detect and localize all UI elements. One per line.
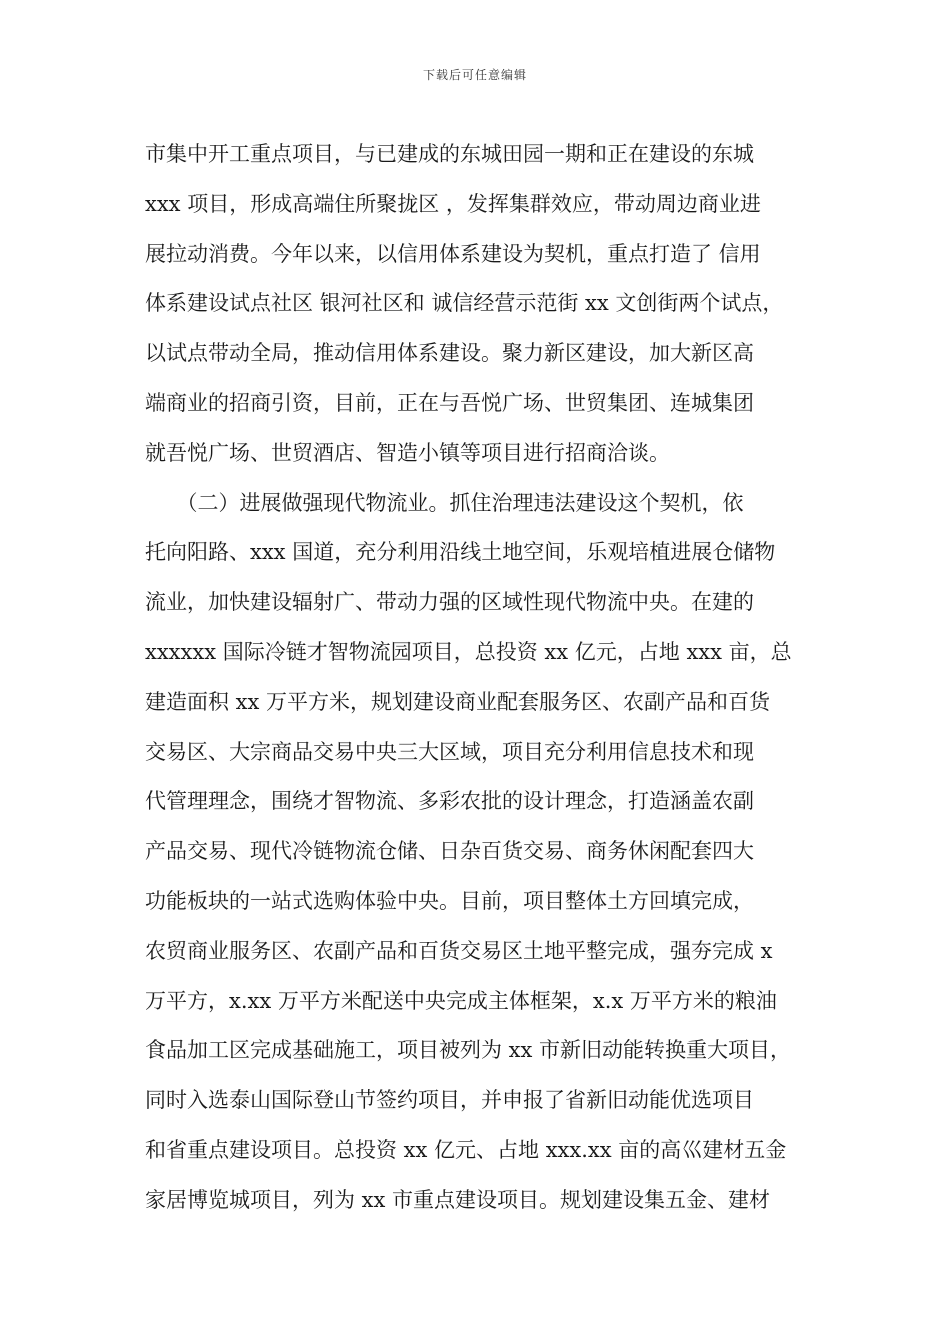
text-line: 万平方，x.xx 万平方米配送中央完成主体框架，x.x 万平方米的粮油 [145,988,777,1013]
text-line: 展拉动消费。今年以来，以信用体系建设为契机，重点打造了 信用 [145,241,761,266]
text-line: 功能板块的一站式选购体验中央。目前，项目整体土方回填完成， [145,888,754,913]
text-line: 端商业的招商引资，目前，正在与吾悦广场、世贸集团、连城集团 [145,390,754,415]
text-line: 代管理理念，围绕才智物流、多彩农批的设计理念，打造涵盖农副 [145,789,754,814]
text-line: 交易区、大宗商品交易中央三大区域，项目充分利用信息技术和现 [145,739,754,764]
text-line: 市集中开工重点项目，与已建成的东城田园一期和正在建设的东城 [145,142,754,166]
document-body [145,130,825,1226]
text-line: 体系建设试点社区 银河社区和 诚信经营示范街 xx 文创街两个试点， [145,291,784,316]
text-line: 托向阳路、xxx 国道，充分利用沿线土地空间，乐观培植进展仓储物 [145,540,776,565]
text-line: 和省重点建设项目。总投资 xx 亿元、占地 xxx.xx 亩的高巛建材五金 [145,1137,787,1162]
text-line: xxx 项目，形成高端住所聚拢区 ，发挥集群效应，带动周边商业进 [145,191,761,216]
text-line: 产品交易、现代冷链物流仓储、日杂百货交易、商务休闲配套四大 [145,839,754,864]
text-line: xxxxxx 国际冷链才智物流园项目，总投资 xx 亿元，占地 xxx 亩，总 [145,639,792,664]
page-header-note: 下载后可任意编辑 [422,68,527,82]
text-line: （二）进展做强现代物流业。抓住治理违法建设这个契机，依 [145,490,744,515]
text-line: 农贸商业服务区、农副产品和百货交易区土地平整完成，强夯完成 x [145,938,773,963]
text-line: 同时入选泰山国际登山节签约项目，并申报了省新旧动能优选项目 [145,1088,754,1113]
text-line: 以试点带动全局，推动信用体系建设。聚力新区建设，加大新区高 [145,341,754,366]
text-line: 食品加工区完成基础施工，项目被列为 xx 市新旧动能转换重大项目， [145,1038,792,1063]
text-line: 流业，加快建设辐射广、带动力强的区域性现代物流中央。在建的 [145,590,754,615]
text-line: 就吾悦广场、世贸酒店、智造小镇等项目进行招商洽谈。 [145,440,670,465]
text-line: 家居博览城项目，列为 xx 市重点建设项目。规划建设集五金、建材 [145,1187,771,1212]
text-line: 建造面积 xx 万平方米，规划建设商业配套服务区、农副产品和百货 [145,689,771,714]
